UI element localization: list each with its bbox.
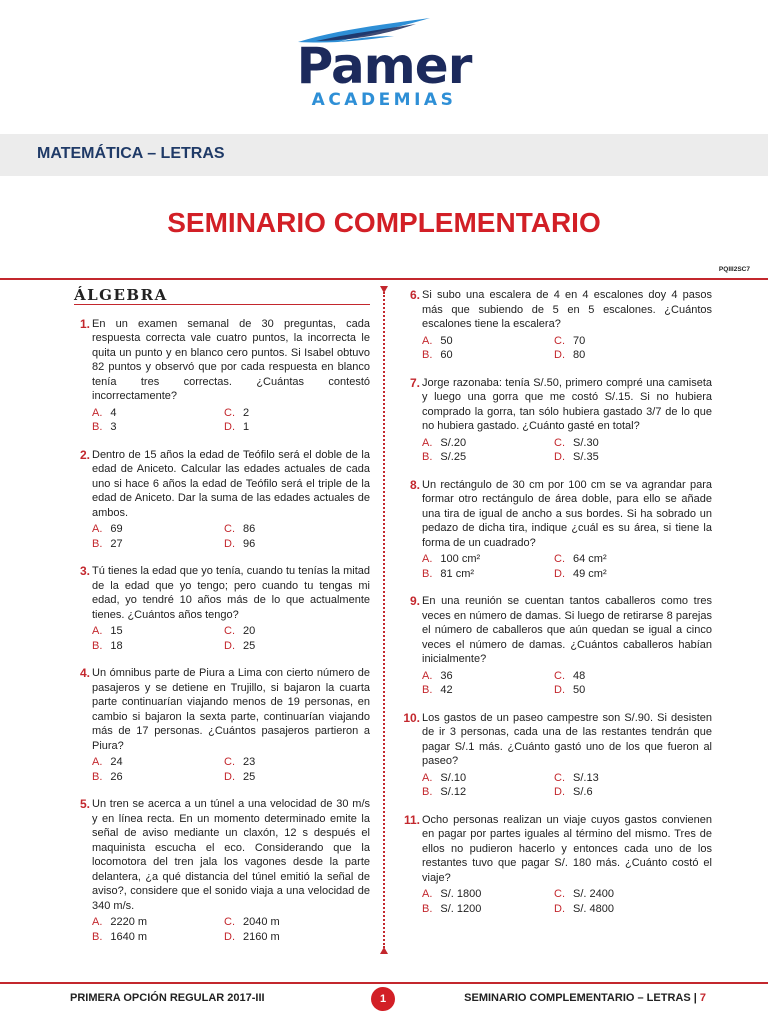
answer-option [422, 436, 554, 451]
option-value: 96 [243, 537, 256, 550]
problem-text: Dentro de 15 años la edad de Teófilo será el doble de la edad de Aniceto. Calcular las edades actuales de cada uno si hace 6 años la edad de Teófilo será el triple de la edad de Aniceto. Dar la suma de las edades actuales de ambos. [92, 448, 370, 519]
problem-item [66, 317, 370, 435]
pamer-logo [0, 14, 768, 114]
option-letter: D. [554, 567, 565, 580]
answer-option [92, 537, 224, 552]
problem-item [396, 478, 712, 582]
answer-option [92, 915, 224, 930]
answer-option [92, 522, 224, 537]
page-title: SEMINARIO COMPLEMENTARIO [167, 207, 601, 238]
option-letter: D. [224, 537, 235, 550]
option-value: 36 [440, 669, 453, 682]
problem-item [396, 711, 712, 800]
problem-number: 6. [409, 288, 420, 302]
option-letter: A. [92, 916, 103, 928]
option-letter: A. [92, 523, 103, 535]
option-letter: B. [422, 567, 433, 580]
answer-options [422, 771, 712, 800]
answer-option [422, 887, 554, 902]
option-value: 23 [243, 756, 256, 768]
page-number-badge: 1 [371, 987, 395, 1011]
option-value: S/.10 [440, 771, 467, 784]
option-letter: D. [554, 451, 565, 463]
option-letter: A. [92, 756, 103, 768]
problem-text: Los gastos de un paseo campestre son S/.90. Si desisten de ir 3 personas, cada una de las restantes tendrán que pagar S/.1 más. ¿Cuánto gastó uno de los que fueron al paseo? [422, 711, 712, 767]
answer-option [422, 450, 554, 465]
answer-option [554, 683, 712, 698]
option-value: 1640 m [110, 930, 148, 943]
option-value: 20 [243, 625, 256, 637]
option-value: S/.20 [440, 436, 467, 449]
answer-option [224, 930, 370, 945]
answer-option [92, 420, 224, 435]
option-value: 3 [110, 421, 117, 433]
option-value: 70 [573, 334, 586, 347]
problem-number: 1. [79, 316, 90, 331]
option-letter: D. [224, 639, 235, 652]
logo-subtitle: ACADEMIAS [311, 90, 457, 110]
answer-option [554, 334, 712, 349]
option-letter: B. [422, 786, 433, 798]
option-letter: A. [92, 406, 103, 419]
option-letter: D. [554, 684, 565, 696]
option-value: 42 [440, 684, 453, 696]
option-letter: B. [92, 421, 103, 433]
answer-option [92, 639, 224, 654]
option-value: S/. 1200 [440, 902, 482, 915]
option-value: 100 cm² [440, 553, 481, 565]
option-value: 4 [110, 406, 117, 419]
problem-text: En un examen semanal de 30 preguntas, cada respuesta correcta vale cuatro puntos, la incorrecta le quita un punto y en blanco cero puntos. Si Isabel obtuvo 82 puntos y observó que por cada respuesta en blanco tenía tres correctas. ¿Cuántas contestó incorrectamente? [92, 317, 370, 402]
option-letter: C. [554, 888, 565, 900]
answer-option [92, 770, 224, 785]
option-value: S/.12 [440, 786, 467, 798]
problem-number: 10. [403, 710, 420, 725]
answer-option [554, 771, 712, 786]
answer-option [422, 334, 554, 349]
option-letter: C. [554, 436, 565, 449]
option-letter: D. [554, 349, 565, 361]
answer-option [554, 567, 712, 582]
option-value: 49 cm² [573, 567, 607, 580]
option-letter: C. [224, 523, 235, 535]
problem-item [66, 448, 370, 552]
footer-sheet-number: 7 [699, 992, 706, 1004]
problem-number: 11. [403, 812, 420, 827]
option-letter: B. [422, 349, 433, 361]
answer-option [554, 450, 712, 465]
answer-option [224, 755, 370, 770]
problem-item [66, 797, 370, 944]
footer-rule [0, 982, 768, 984]
option-value: 15 [110, 625, 123, 637]
option-letter: A. [422, 771, 433, 784]
problem-number: 4. [79, 666, 90, 680]
option-letter: A. [422, 888, 433, 900]
option-value: 25 [243, 770, 256, 783]
option-letter: C. [554, 553, 565, 565]
problem-item [66, 564, 370, 653]
answer-options [422, 669, 712, 698]
answer-option [422, 683, 554, 698]
answer-option [422, 902, 554, 917]
answer-option [554, 669, 712, 684]
option-letter: D. [554, 786, 565, 798]
answer-option [422, 567, 554, 582]
problem-text: Un ómnibus parte de Piura a Lima con cierto número de pasajeros y se detiene en Trujillo, si bajaron la cuarta parte continuarían viajando menos de 19 personas, en cambio si bajaron la sexta parte, continuarían viajando más de 17 personas. ¿Cuántos pasajeros partieron a Piura? [92, 667, 370, 752]
answer-option [554, 552, 712, 567]
problem-text: Jorge razonaba: tenía S/.50, primero compré una camiseta y luego una gorra que me costó S/.15. Si no hubiera comprado la gorra, tan sólo hubiera gastado 3/7 de lo que no hubiera gastado. ¿Cuánto gasté en total? [422, 376, 712, 432]
option-value: S/.13 [573, 771, 599, 784]
answer-options [92, 522, 370, 551]
problem-number: 2. [79, 447, 90, 462]
option-letter: C. [224, 625, 235, 637]
option-letter: A. [422, 669, 433, 682]
option-letter: B. [422, 684, 433, 696]
document-code: PQIII2SC7 [718, 266, 750, 273]
problem-item [66, 666, 370, 784]
problem-text: Un tren se acerca a un túnel a una velocidad de 30 m/s y en línea recta. En un momento determinado emite la señal de aviso mediante un claxón, 12 s después el maquinista escucha el eco. Considerando que la locomotora del tren jala los vagones desde la parte delantera, ¿a qué distancia del túnel emitió la señal de aviso?, considere que el sonido viaja a una velocidad de 340 m/s. [92, 798, 370, 912]
option-letter: B. [92, 639, 103, 652]
answer-option [92, 755, 224, 770]
option-value: 50 [573, 684, 586, 696]
answer-options [422, 887, 712, 916]
option-value: 24 [110, 756, 123, 768]
option-letter: C. [554, 334, 565, 347]
option-value: 60 [440, 349, 453, 361]
answer-option [554, 436, 712, 451]
option-value: S/. 2400 [573, 888, 614, 900]
problem-text: Un rectángulo de 30 cm por 100 cm se va agrandar para formar otro rectángulo de área doble, para ello se añade una tira de igual de ancho a sus bordes. Si ha sobrado un pedazo de dicha tira, indique ¿cuál es su área, si tiene la forma de un cuadrado? [422, 478, 712, 549]
answer-options [92, 755, 370, 784]
logo-wordmark: Pamer [296, 37, 472, 95]
option-value: 48 [573, 669, 586, 682]
option-letter: B. [422, 902, 433, 915]
option-letter: B. [92, 770, 103, 783]
option-value: 25 [243, 639, 256, 652]
column-divider [383, 292, 385, 948]
option-letter: C. [554, 669, 565, 682]
option-letter: A. [92, 625, 103, 637]
option-letter: A. [422, 553, 433, 565]
option-value: 81 cm² [440, 567, 475, 580]
problem-number: 9. [409, 594, 420, 608]
option-letter: D. [224, 770, 235, 783]
option-value: 2040 m [243, 916, 280, 928]
answer-option [92, 624, 224, 639]
option-value: 27 [110, 537, 123, 550]
option-value: 50 [440, 334, 453, 347]
option-letter: C. [224, 406, 235, 419]
problem-item [396, 376, 712, 465]
answer-option [554, 785, 712, 800]
header-rule [0, 278, 768, 280]
answer-option [422, 348, 554, 363]
option-letter: B. [92, 537, 103, 550]
option-value: S/.35 [573, 451, 599, 463]
problem-text: Si subo una escalera de 4 en 4 escalones doy 4 pasos más que subiendo de 5 en 5 escalones. ¿Cuántos escalones tiene la escalera? [422, 289, 712, 330]
left-problem-list [66, 317, 370, 945]
answer-option [224, 770, 370, 785]
left-column [66, 288, 370, 957]
answer-option [224, 522, 370, 537]
option-value: 18 [110, 639, 123, 652]
option-value: S/. 4800 [573, 902, 614, 915]
answer-option [554, 348, 712, 363]
option-letter: C. [224, 916, 235, 928]
answer-option [554, 902, 712, 917]
footer-title-text: SEMINARIO COMPLEMENTARIO – LETRAS | [464, 992, 697, 1004]
section-title: ÁLGEBRA [74, 288, 370, 305]
option-value: 86 [243, 523, 256, 535]
subject-title: MATEMÁTICA – LETRAS [37, 145, 225, 162]
option-letter: A. [422, 436, 433, 449]
answer-option [224, 406, 370, 421]
option-value: S/.30 [573, 436, 599, 449]
problem-text: Ocho personas realizan un viaje cuyos gastos convienen en pagar por partes iguales al término del mismo. Tres de ellos no pudieron hacerlo y entonces cada uno de los restantes tuvo que pagar S/. 180 más. ¿Cuánto costó el viaje? [422, 813, 712, 884]
answer-option [224, 420, 370, 435]
answer-option [224, 639, 370, 654]
answer-options [92, 915, 370, 944]
problem-number: 8. [409, 477, 420, 492]
right-column [396, 288, 712, 929]
problem-number: 5. [79, 797, 90, 811]
option-value: 2 [243, 406, 250, 419]
option-value: 26 [110, 770, 123, 783]
answer-option [92, 406, 224, 421]
answer-option [422, 669, 554, 684]
option-letter: D. [224, 930, 235, 943]
footer-title [464, 992, 706, 1004]
option-letter: D. [554, 902, 565, 915]
problem-item [396, 813, 712, 917]
option-letter: B. [422, 451, 433, 463]
answer-options [92, 406, 370, 435]
problem-item [396, 594, 712, 698]
option-letter: D. [224, 421, 235, 433]
problem-item [396, 288, 712, 363]
answer-option [224, 915, 370, 930]
option-value: 1 [243, 421, 250, 433]
problem-number: 7. [409, 375, 420, 390]
problem-number: 3. [79, 564, 90, 578]
right-problem-list [396, 288, 712, 916]
answer-options [92, 624, 370, 653]
option-letter: C. [224, 756, 235, 768]
option-value: S/.25 [440, 451, 467, 463]
option-letter: B. [92, 930, 103, 943]
answer-option [422, 552, 554, 567]
footer-course: PRIMERA OPCIÓN REGULAR 2017-III [70, 992, 265, 1004]
answer-option [554, 887, 712, 902]
option-value: 69 [110, 523, 123, 535]
problem-text: En una reunión se cuentan tantos caballeros como tres veces en número de damas. Si luego de retirarse 8 parejas el número de caballeros que aún quedan se igual a cinco veces el número de damas. ¿Cuántos caballeros habían inicialmente? [422, 595, 712, 665]
answer-option [422, 785, 554, 800]
option-value: S/.6 [573, 786, 593, 798]
answer-options [422, 334, 712, 363]
answer-option [224, 537, 370, 552]
answer-option [92, 930, 224, 945]
problem-text: Tú tienes la edad que yo tenía, cuando tu tenías la mitad de la edad que yo tengo; pero cuando tu tengas mi edad, yo tendré 10 años más de lo que actualmente tienes. ¿Cuántos años tengo? [92, 565, 370, 621]
option-letter: C. [554, 771, 565, 784]
option-value: S/. 1800 [440, 888, 482, 900]
option-value: 2220 m [110, 916, 148, 928]
option-value: 64 cm² [573, 553, 607, 565]
option-letter: A. [422, 334, 433, 347]
answer-options [422, 436, 712, 465]
answer-options [422, 552, 712, 581]
option-value: 80 [573, 349, 586, 361]
option-value: 2160 m [243, 930, 280, 943]
answer-option [422, 771, 554, 786]
answer-option [224, 624, 370, 639]
